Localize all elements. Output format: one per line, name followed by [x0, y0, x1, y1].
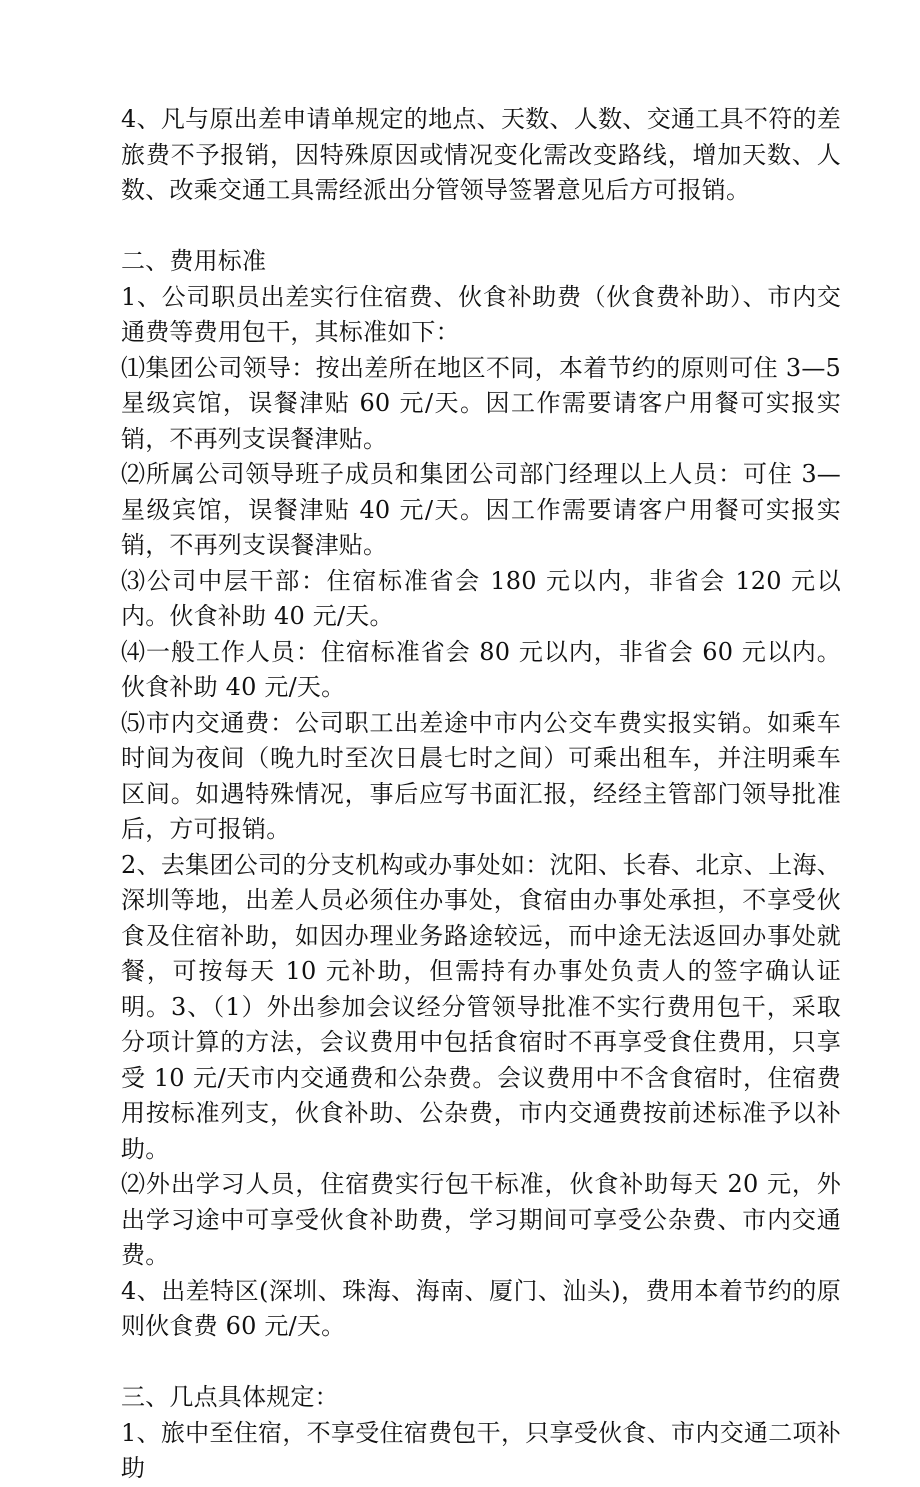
intro-paragraph: 4、凡与原出差申请单规定的地点、天数、人数、交通工具不符的差旅费不予报销，因特殊原因或情况变化需改变路线，增加天数、人数、改乘交通工具需经派出分管领导签署意见后方可报销。	[121, 105, 841, 204]
paragraph-spacer	[121, 1345, 841, 1381]
paragraph-spacer	[121, 209, 841, 245]
fee-standard-sub-2: ⑵所属公司领导班子成员和集团公司部门经理以上人员：可住 3—星级宾馆，误餐津贴 40 元/天。因工作需要请客户用餐可实报实销，不再列支误餐津贴。	[121, 460, 841, 559]
fee-standard-sub-5: ⑸市内交通费：公司职工出差途中市内公交车费实报实销。如乘车时间为夜间（晚九时至次日晨七时之间）可乘出租车，并注明乘车区间。如遇特殊情况，事后应写书面汇报，经经主管部门领导批准后，方可报销。	[121, 708, 841, 843]
fee-standard-item-1: 1、公司职员出差实行住宿费、伙食补助费（伙食费补助）、市内交通费等费用包干，其标准如下：	[121, 282, 841, 346]
section-heading-fee-standards: 二、费用标准	[121, 247, 267, 275]
fee-standard-sub-1: ⑴集团公司领导：按出差所在地区不同，本着节约的原则可住 3—5 星级宾馆，误餐津贴 60 元/天。因工作需要请客户用餐可实报实销，不再列支误餐津贴。	[121, 353, 841, 453]
section-heading-specific-rules: 三、几点具体规定：	[121, 1383, 339, 1411]
fee-standard-study: ⑵外出学习人员，住宿费实行包干标准，伙食补助每天 20 元，外出学习途中可享受伙食补助费，学习期间可享受公杂费、市内交通费。	[121, 1170, 841, 1269]
document-body	[121, 102, 841, 1487]
fee-standard-sub-3: ⑶公司中层干部：住宿标准省会 180 元以内，非省会 120 元以内。伙食补助 40 元/天。	[121, 566, 841, 630]
fee-standard-item-4: 4、出差特区(深圳、珠海、海南、厦门、汕头)，费用本着节约的原则伙食费 60 元/天。	[121, 1276, 841, 1340]
fee-standard-sub-4: ⑷一般工作人员：住宿标准省会 80 元以内，非省会 60 元以内。伙食补助 40 元/天。	[121, 637, 841, 701]
fee-standard-item-2: 2、去集团公司的分支机构或办事处如：沈阳、长春、北京、上海、深圳等地，出差人员必须住办事处，食宿由办事处承担，不享受伙食及住宿补助，如因办理业务路途较远，而中途无法返回办事处就餐，可按每天 10 元补助，但需持有办事处负责人的签字确认证明。3、（1）外出参加会议经分管领导批准不实行费用包干，采取分项计算的方法，会议费用中包括食宿时不再享受食住费用，只享受 10 元/天市内交通费和公杂费。会议费用中不含食宿时，住宿费用按标准列支，伙食补助、公杂费，市内交通费按前述标准予以补助。	[121, 850, 841, 1163]
specific-rule-item-1: 1、旅中至住宿，不享受住宿费包干，只享受伙食、市内交通二项补助	[121, 1418, 841, 1482]
